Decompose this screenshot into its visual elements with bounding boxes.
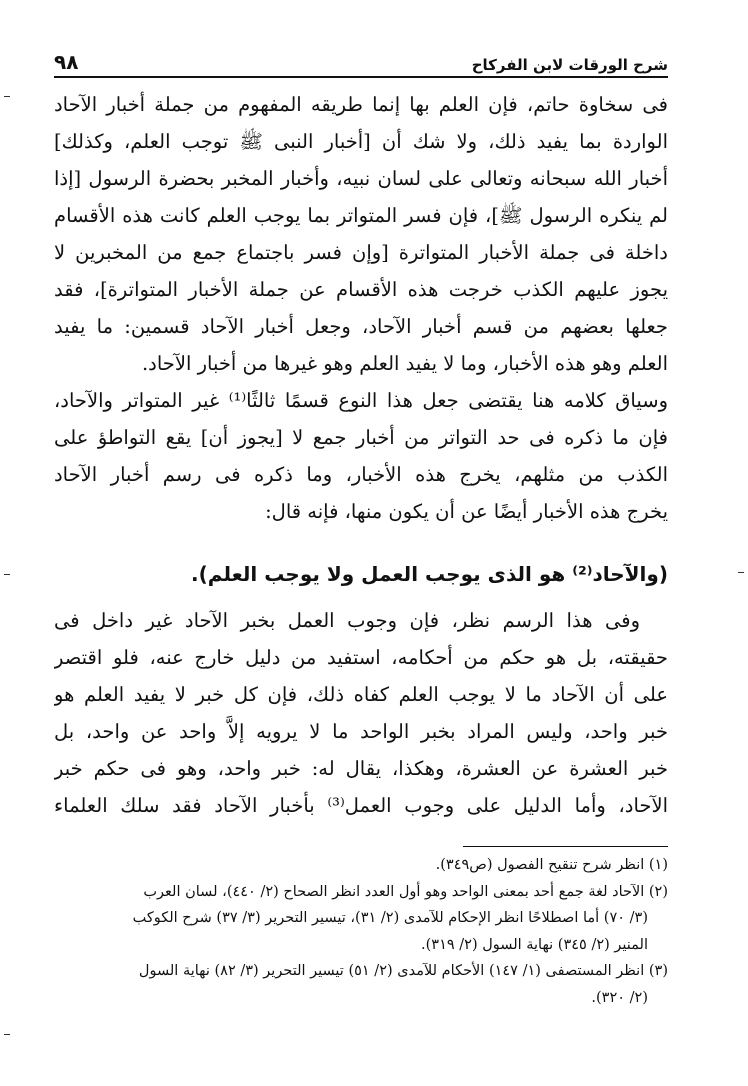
footnote-separator bbox=[463, 846, 668, 847]
text-line: على أن الآحاد ما لا يوجب العلم كفاه ذلك، فإن كل خبر لا يفيد العلم هو bbox=[54, 683, 668, 706]
footnote-3-text: (٣) انظر المستصفى (١/ ١٤٧) الأحكام للآمدى (٢/ ٥١) تيسير التحرير (٣/ ٨٢) نهاية السول bbox=[138, 963, 668, 979]
text-line: الواردة بما يفيد ذلك، ولا شك أن [أخبار النبى ﷺ توجب العلم، وكذلك] bbox=[54, 130, 668, 153]
text-line: الكذب من مثلهم، يخرج هذه الأخبار، وما ذكره فى رسم أخبار الآحاد bbox=[54, 463, 668, 486]
text-line: وفى هذا الرسم نظر، فإن وجوب العمل بخبر الآحاد غير داخل فى bbox=[54, 609, 640, 632]
page-number: ٩٨ bbox=[54, 50, 79, 74]
running-title: شرح الورقات لابن الفركاح bbox=[471, 56, 668, 74]
footnote-2-text: (٢) الآحاد لغة جمع أحد بمعنى الواحد وهو أول العدد انظر الصحاح (٢/ ٤٤٠)، لسان العرب bbox=[143, 883, 668, 900]
footnote-2-continuation: (٣/ ٧٠) أما اصطلاحًا انظر الإحكام للآمدى (٢/ ٣١)، تيسير التحرير (٣/ ٣٧) شرح الكوكب bbox=[132, 910, 648, 926]
footnote-2-continuation: المنير (٢/ ٣٤٥) نهاية السول (٢/ ٣١٩). bbox=[421, 936, 648, 953]
footnote-3-continuation: (٢/ ٣٢٠). bbox=[591, 989, 648, 1006]
footnote-1: (١) انظر شرح تنقيح الفصول (ص٣٤٩). bbox=[435, 857, 668, 873]
text-line: أخبار الله سبحانه وتعالى على لسان نبيه، وأخبار المخبر بحضرة الرسول [إذا bbox=[54, 167, 668, 190]
paragraph-1 bbox=[54, 86, 668, 530]
text-line: خبر واحد، وليس المراد بخبر الواحد ما لا يرويه إلاَّ واحد عن واحد، بل bbox=[54, 720, 668, 743]
text-line: خبر العشرة عن العشرة، وهكذا، يقال له: خبر واحد، وهو فى حكم خبر bbox=[54, 757, 668, 780]
text-line: الآحاد، وأما الدليل على وجوب العمل⁽³⁾ بأخبار الآحاد فقد سلك العلماء bbox=[54, 794, 668, 817]
scan-edge-mark bbox=[4, 1034, 10, 1035]
text-line: فى سخاوة حاتم، فإن العلم بها إنما طريقه المفهوم من جملة أخبار الآحاد bbox=[54, 93, 668, 116]
scan-edge-mark bbox=[4, 574, 10, 575]
matn-heading: (والآحاد⁽²⁾ هو الذى يوجب العمل ولا يوجب العلم). bbox=[191, 562, 668, 586]
footnote-2 bbox=[54, 879, 668, 959]
paragraph-2 bbox=[54, 602, 668, 824]
footnote-3 bbox=[54, 958, 668, 1011]
text-line: يخرج هذه الأخبار أيضًا عن أن يكون منها، فإنه قال: bbox=[265, 500, 668, 523]
text-line: جعلها بعضهم من قسم أخبار الآحاد، وجعل أخبار الآحاد قسمين: ما يفيد bbox=[54, 315, 668, 338]
text-line: العلم وهو هذه الأخبار، وما لا يفيد العلم وهو غيرها من أخبار الآحاد. bbox=[141, 352, 668, 375]
text-line: وسياق كلامه هنا يقتضى جعل هذا النوع قسمًا ثالثًا⁽¹⁾ غير المتواتر والآحاد، bbox=[54, 389, 668, 412]
page-header bbox=[54, 44, 668, 78]
text-line: فإن ما ذكره فى حد التواتر من أخبار جمع لا [يجوز أن] يقع التواطؤ على bbox=[54, 426, 668, 449]
footnotes bbox=[54, 852, 668, 1011]
text-line: يجوز عليهم الكذب خرجت هذه الأقسام عن جملة الأخبار المتواترة]، فقد bbox=[54, 278, 668, 301]
scan-edge-mark bbox=[4, 96, 10, 97]
scan-edge-mark bbox=[738, 572, 744, 573]
text-line: داخلة فى جملة الأخبار المتواترة [وإن فسر باجتماع جمع من المخبرين لا bbox=[54, 241, 668, 264]
text-line: لم ينكره الرسول ﷺ]، فإن فسر المتواتر بما يوجب العلم كانت هذه الأقسام bbox=[54, 204, 668, 227]
text-line: حقيقته، بل هو حكم من أحكامه، استفيد من دليل خارج عنه، فلو اقتصر bbox=[54, 646, 668, 669]
